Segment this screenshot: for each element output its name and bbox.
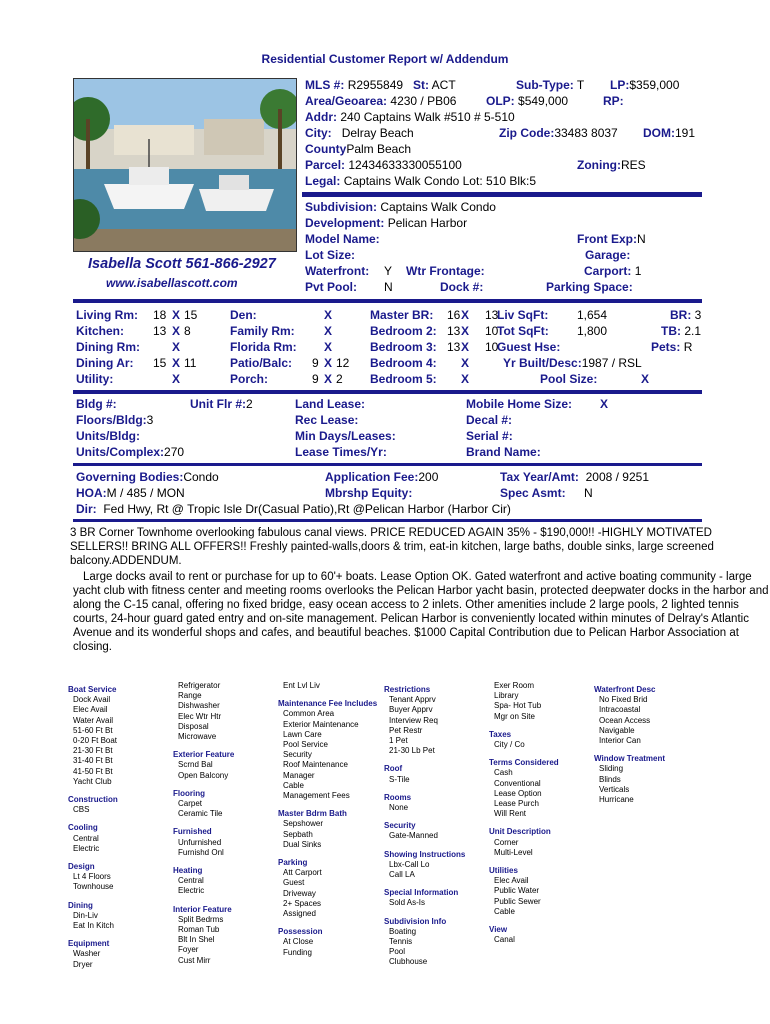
lp-label: LP: xyxy=(610,78,630,92)
feature-item: Lbx-Call Lo xyxy=(389,859,430,869)
room-label: Bedroom 2: xyxy=(370,324,437,338)
feature-column xyxy=(489,681,559,945)
room-dim-x: X xyxy=(324,308,333,322)
rule-bldg xyxy=(73,390,702,394)
feature-item: Ent Lvl Liv xyxy=(283,681,320,690)
room-dim-b: 15 xyxy=(184,308,198,322)
gov-value: Condo xyxy=(183,470,219,484)
yrbuilt-value: 1987 / RSL xyxy=(581,356,642,370)
feature-heading: Construction xyxy=(68,795,118,805)
room-dim-x: X xyxy=(324,324,333,338)
feature-heading: Boat Service xyxy=(68,685,117,694)
feature-item: 2+ Spaces xyxy=(283,898,322,908)
unitscomplex-label: Units/Complex: xyxy=(76,445,165,459)
feature-item: None xyxy=(389,803,409,813)
feature-item: Common Area xyxy=(283,709,335,719)
feature-heading: Furnished xyxy=(173,827,212,837)
remarks-line: along the C-15 canal, offering no fixed bridge, easy ocean access to 2 inlets. Other amenities include 2 large pools, 2 lighted tennis xyxy=(73,599,739,611)
feature-heading: Maintenance Fee Includes xyxy=(278,699,378,709)
zoning-value: RES xyxy=(620,158,646,172)
feature-item: Blt In Shel xyxy=(178,935,215,945)
feature-item: Scrnd Bal xyxy=(178,760,213,770)
floors-value: 3 xyxy=(146,413,154,427)
feature-item: 21-30 Lb Pet xyxy=(389,746,435,756)
feature-item: Dryer xyxy=(73,959,93,969)
feature-item: Din-Liv xyxy=(73,910,98,920)
city-value: Delray Beach xyxy=(341,126,414,140)
waterfront-value: Y xyxy=(384,264,393,278)
units-label: Units/Bldg: xyxy=(76,429,140,443)
frontexp-value: N xyxy=(637,232,646,246)
zip-label: Zip Code: xyxy=(499,126,555,140)
remarks-line: 3 BR Corner Townhome overlooking fabulous canal views. PRICE REDUCED AGAIN 35% - $190,000!! -HIGHLY MOTIVATED xyxy=(70,527,712,539)
tax-label: Tax Year/Amt: xyxy=(500,470,579,484)
status-value: ACT xyxy=(431,78,456,92)
feature-heading: Unit Description xyxy=(489,827,551,837)
feature-heading: Waterfront Desc xyxy=(594,685,656,694)
room-label: Bedroom 3: xyxy=(370,340,437,354)
lp-value: $359,000 xyxy=(629,78,680,92)
feature-item: Dock Avail xyxy=(73,695,111,705)
poolsize-value: X xyxy=(641,372,650,386)
remarks-line: Avenue and its wonderful shops and cafes, and beautiful beaches. $1000 Capital Contribution due to Pelican Harbor Association at xyxy=(73,627,739,639)
feature-heading: Terms Considered xyxy=(489,758,559,768)
parcel-label: Parcel: xyxy=(305,158,346,172)
feature-heading: Rooms xyxy=(384,792,412,802)
subdivision-value: Captains Walk Condo xyxy=(380,200,496,214)
feature-item: Att Carport xyxy=(283,868,322,878)
remarks-line: yacht club with fitness center and meeting rooms overlooks the Pelican Harbor yacht basin, protected deepwater docks in the harbor and xyxy=(73,585,769,597)
feature-item: 21-30 Ft Bt xyxy=(73,746,113,756)
room-label: Dining Rm: xyxy=(76,340,140,354)
decal-label: Decal #: xyxy=(466,413,513,427)
feature-heading: Master Bdrm Bath xyxy=(278,809,347,819)
room-label: Family Rm: xyxy=(230,324,295,338)
feature-item: Eat In Kitch xyxy=(73,921,114,931)
feature-item: Management Fees xyxy=(283,791,350,801)
yrbuilt-label: Yr Built/Desc: xyxy=(503,356,582,370)
feature-item: Interview Req xyxy=(389,715,438,725)
feature-item: Refrigerator xyxy=(178,681,221,690)
development-value: Pelican Harbor xyxy=(387,216,468,230)
livsqft-value: 1,654 xyxy=(577,308,608,322)
room-dim-a: 13 xyxy=(153,324,167,338)
feature-item: Ceramic Tile xyxy=(178,809,223,819)
remarks-line: courts, 24-hour guard gated entry and on-site management. Pelican Harbor is conveniently located within minutes of Delray's Atlantic xyxy=(73,613,749,625)
guesthse-label: Guest Hse: xyxy=(497,340,561,354)
zoning-label: Zoning: xyxy=(577,158,621,172)
feature-heading: View xyxy=(489,925,508,935)
unitscomplex-value: 270 xyxy=(164,445,185,459)
feature-item: City / Co xyxy=(494,740,525,750)
feature-heading: Subdivision Info xyxy=(384,916,447,926)
feature-item: 51-60 Ft Bt xyxy=(73,725,113,735)
room-dim-x: X xyxy=(461,372,470,386)
appfee-label: Application Fee: xyxy=(325,470,419,484)
feature-item: Cable xyxy=(494,906,515,916)
feature-item: Tennis xyxy=(389,937,413,947)
room-dim-b: 8 xyxy=(184,324,191,338)
feature-item: Hurricane xyxy=(599,795,634,805)
feature-item: Lt 4 Floors xyxy=(73,872,111,882)
room-dim-a: 13 xyxy=(447,324,461,338)
feature-item: Microwave xyxy=(178,732,217,742)
rule-rooms xyxy=(73,299,702,303)
feature-item: Split Bedrms xyxy=(178,914,224,924)
feature-item: Exterior Maintenance xyxy=(283,719,359,729)
property-photo xyxy=(73,78,297,252)
feature-heading: Utilities xyxy=(489,866,518,876)
feature-item: 0-20 Ft Boat xyxy=(73,736,118,746)
feature-item: Elec Avail xyxy=(494,876,529,886)
pets-label: Pets: xyxy=(651,340,681,354)
hoa-label: HOA: xyxy=(76,486,107,500)
room-dim-b: 13 xyxy=(485,308,499,322)
hoa-value: M / 485 / MON xyxy=(106,486,185,500)
subtype-label: Sub-Type: xyxy=(516,78,574,92)
feature-item: Driveway xyxy=(283,888,316,898)
feature-item: Public Water xyxy=(494,886,540,896)
feature-item: Clubhouse xyxy=(389,957,428,967)
feature-item: Elec Avail xyxy=(73,705,108,715)
feature-item: Pool Service xyxy=(283,740,328,750)
feature-heading: Flooring xyxy=(173,788,205,798)
mls-value: R2955849 xyxy=(347,78,404,92)
addr-value: 240 Captains Walk #510 # 5-510 xyxy=(340,110,515,124)
room-dim-x: X xyxy=(172,324,181,338)
feature-heading: Roof xyxy=(384,764,403,774)
feature-heading: Exterior Feature xyxy=(173,750,235,760)
mls-label: MLS #: xyxy=(305,78,345,92)
mobile-value: X xyxy=(600,397,609,411)
feature-item: Exer Room xyxy=(494,681,535,690)
addr-label: Addr: xyxy=(305,110,337,124)
legal-label: Legal: xyxy=(305,174,341,188)
room-dim-a: 13 xyxy=(447,340,461,354)
feature-item: Sold As-Is xyxy=(389,898,426,908)
parking-label: Parking Space: xyxy=(546,280,633,294)
room-label: Kitchen: xyxy=(76,324,124,338)
feature-heading: Dining xyxy=(68,900,93,910)
feature-heading: Heating xyxy=(173,866,203,876)
status-label: St: xyxy=(413,78,429,92)
specasmt-value: N xyxy=(584,486,593,500)
header-rule xyxy=(302,192,702,197)
feature-item: Open Balcony xyxy=(178,770,229,780)
room-label: Florida Rm: xyxy=(230,340,297,354)
mobile-label: Mobile Home Size: xyxy=(466,397,573,411)
feature-item: Carpet xyxy=(178,799,203,809)
legal-value: Captains Walk Condo Lot: 510 Blk:5 xyxy=(343,174,537,188)
room-dim-x: X xyxy=(172,356,181,370)
poolsize-label: Pool Size: xyxy=(540,372,598,386)
leasetimes-label: Lease Times/Yr: xyxy=(295,445,387,459)
room-label: Living Rm: xyxy=(76,308,138,322)
room-dim-x: X xyxy=(461,324,470,338)
mbrshp-label: Mbrshp Equity: xyxy=(325,486,413,500)
feature-item: Tenant Apprv xyxy=(389,695,436,705)
room-dim-x: X xyxy=(461,340,470,354)
feature-item: Sepshower xyxy=(283,819,324,829)
parcel-value: 12434633330055100 xyxy=(348,158,462,172)
feature-item: Interior Can xyxy=(599,736,641,746)
remarks-line: Large docks avail to rent or purchase for up to 60'+ boats. Lease Option OK. Gated waterfront and active boating community - large xyxy=(83,571,752,583)
feature-item: Elec Wtr Htr xyxy=(178,711,222,721)
feature-item: Will Rent xyxy=(494,809,527,819)
feature-item: Dishwasher xyxy=(178,701,220,711)
agent-name: Isabella Scott 561-866-2927 xyxy=(88,256,276,272)
county-label: County xyxy=(305,142,347,156)
olp-label: OLP: xyxy=(486,94,515,108)
feature-item: S-Tile xyxy=(389,774,410,784)
frontexp-label: Front Exp: xyxy=(577,232,637,246)
feature-column xyxy=(594,681,665,805)
room-dim-x: X xyxy=(172,340,181,354)
olp-value: $549,000 xyxy=(518,94,569,108)
feature-item: Mgr on Site xyxy=(494,711,535,721)
room-dim-x: X xyxy=(461,308,470,322)
feature-item: Lease Purch xyxy=(494,799,539,809)
feature-item: Townhouse xyxy=(73,882,114,892)
feature-item: No Fixed Brid xyxy=(599,695,648,705)
room-dim-a: 9 xyxy=(312,372,319,386)
pvtpool-label: Pvt Pool: xyxy=(305,280,358,294)
feature-item: 31-40 Ft Bt xyxy=(73,756,113,766)
feature-item: Central xyxy=(178,876,204,886)
feature-item: Foyer xyxy=(178,945,199,955)
carport-value: 1 xyxy=(634,264,642,278)
feature-item: Cash xyxy=(494,768,513,778)
room-dim-b: 10 xyxy=(485,324,499,338)
pvtpool-value: N xyxy=(384,280,393,294)
area-label: Area/Geoarea: xyxy=(305,94,388,108)
room-dim-b: 12 xyxy=(336,356,350,370)
feature-item: Washer xyxy=(73,949,101,959)
livsqft-label: Liv SqFt: xyxy=(497,308,549,322)
feature-item: Lease Option xyxy=(494,788,542,798)
unitflr-label: Unit Flr #: xyxy=(190,397,246,411)
feature-item: CBS xyxy=(73,805,90,815)
feature-item: Verticals xyxy=(599,784,630,794)
feature-item: Sepbath xyxy=(283,829,313,839)
room-dim-x: X xyxy=(324,356,333,370)
feature-item: Funding xyxy=(283,947,312,957)
room-dim-x: X xyxy=(172,372,181,386)
feature-heading: Showing Instructions xyxy=(384,849,466,859)
room-dim-a: 9 xyxy=(312,356,319,370)
room-label: Bedroom 5: xyxy=(370,372,437,386)
lotsize-label: Lot Size: xyxy=(305,248,355,262)
feature-item: Unfurnished xyxy=(178,837,222,847)
tb-value: 2.1 xyxy=(684,324,702,338)
room-dim-b: 11 xyxy=(184,356,197,370)
feature-item: At Close xyxy=(283,937,314,947)
subdivision-label: Subdivision: xyxy=(305,200,377,214)
room-dim-x: X xyxy=(324,340,333,354)
feature-heading: Parking xyxy=(278,858,308,868)
feature-heading: Restrictions xyxy=(384,685,431,694)
rule-remarks xyxy=(73,519,702,522)
feature-column xyxy=(278,681,377,958)
agent-website[interactable]: www.isabellascott.com xyxy=(106,276,238,290)
feature-item: Electric xyxy=(73,843,100,853)
feature-item: Water Avail xyxy=(73,715,114,725)
feature-item: Cable xyxy=(283,780,304,790)
feature-heading: Security xyxy=(384,821,416,831)
gov-label: Governing Bodies: xyxy=(76,470,184,484)
feature-item: Boating xyxy=(389,926,417,936)
wtr-frontage-label: Wtr Frontage: xyxy=(406,264,485,278)
feature-item: Lawn Care xyxy=(283,729,322,739)
garage-label: Garage: xyxy=(585,248,631,262)
feature-item: Navigable xyxy=(599,725,635,735)
feature-heading: Taxes xyxy=(489,729,512,739)
feature-item: Canal xyxy=(494,935,515,945)
dock-label: Dock #: xyxy=(440,280,484,294)
feature-item: Central xyxy=(73,833,99,843)
landlease-label: Land Lease: xyxy=(295,397,366,411)
feature-item: 41-50 Ft Bt xyxy=(73,766,113,776)
feature-item: Security xyxy=(283,750,312,760)
feature-item: Blinds xyxy=(599,774,621,784)
tax-value: 2008 / 9251 xyxy=(585,470,650,484)
room-dim-x: X xyxy=(461,356,470,370)
remarks-line: closing. xyxy=(73,641,112,653)
subtype-value: T xyxy=(576,78,585,92)
room-label: Master BR: xyxy=(370,308,434,322)
model-label: Model Name: xyxy=(305,232,380,246)
feature-item: Buyer Apprv xyxy=(389,705,433,715)
feature-item: Intracoastal xyxy=(599,705,641,715)
feature-item: Public Sewer xyxy=(494,896,541,906)
feature-item: Guest xyxy=(283,878,305,888)
feature-heading: Equipment xyxy=(68,939,110,949)
room-dim-a: 16 xyxy=(447,308,461,322)
dir-label: Dir: xyxy=(76,502,97,516)
specasmt-label: Spec Asmt: xyxy=(500,486,566,500)
carport-label: Carport: xyxy=(584,264,632,278)
feature-item: Dual Sinks xyxy=(283,839,322,849)
room-label: Utility: xyxy=(76,372,114,386)
room-dim-a: 15 xyxy=(153,356,167,370)
feature-heading: Special Information xyxy=(384,888,459,898)
dir-value: Fed Hwy, Rt @ Tropic Isle Dr(Casual Patio),Rt @Pelican Harbor (Harbor Cir) xyxy=(103,502,511,516)
feature-item: Roman Tub xyxy=(178,925,220,935)
feature-item: Furnishd Onl xyxy=(178,847,224,857)
room-label: Patio/Balc: xyxy=(230,356,293,370)
feature-column xyxy=(68,681,118,970)
room-dim-b: 10 xyxy=(485,340,499,354)
br-value: 3 xyxy=(694,308,702,322)
reclease-label: Rec Lease: xyxy=(295,413,359,427)
br-label: BR: xyxy=(670,308,692,322)
development-label: Development: xyxy=(305,216,385,230)
brand-label: Brand Name: xyxy=(466,445,541,459)
floors-label: Floors/Bldg: xyxy=(76,413,147,427)
feature-item: Call LA xyxy=(389,870,415,880)
room-label: Porch: xyxy=(230,372,269,386)
report-title: Residential Customer Report w/ Addendum xyxy=(261,52,509,66)
pets-value: R xyxy=(683,340,693,354)
feature-column xyxy=(173,681,234,966)
bldg-label: Bldg #: xyxy=(76,397,117,411)
feature-item: Roof Maintenance xyxy=(283,760,348,770)
serial-label: Serial #: xyxy=(466,429,513,443)
totsqft-label: Tot SqFt: xyxy=(497,324,549,338)
feature-item: Yacht Club xyxy=(73,776,112,786)
dom-value: 191 xyxy=(675,126,696,140)
feature-heading: Cooling xyxy=(68,823,98,833)
feature-item: Disposal xyxy=(178,721,209,731)
room-label: Bedroom 4: xyxy=(370,356,437,370)
feature-heading: Window Treatment xyxy=(594,754,666,764)
tb-label: TB: xyxy=(661,324,681,338)
zip-value: 33483 8037 xyxy=(554,126,618,140)
room-label: Dining Ar: xyxy=(76,356,134,370)
feature-item: Sliding xyxy=(599,764,624,774)
feature-item: Assigned xyxy=(283,909,316,919)
totsqft-value: 1,800 xyxy=(577,324,608,338)
waterfront-label: Waterfront: xyxy=(305,264,370,278)
feature-item: Manager xyxy=(283,770,315,780)
feature-heading: Interior Feature xyxy=(173,904,232,914)
unitflr-value: 2 xyxy=(246,397,253,411)
feature-item: Range xyxy=(178,691,202,701)
feature-heading: Design xyxy=(68,862,95,872)
feature-item: 1 Pet xyxy=(389,736,408,746)
remarks-line: SELLERS!! BRING ALL OFFERS!! Freshly painted-walls,doors & trim, eat-in kitchen, large baths, double sinks, large screened xyxy=(70,541,714,553)
room-dim-x: X xyxy=(324,372,333,386)
room-dim-a: 18 xyxy=(153,308,167,322)
feature-item: Cust Mirr xyxy=(178,955,211,965)
feature-item: Ocean Access xyxy=(599,715,651,725)
feature-column xyxy=(384,681,465,968)
feature-item: Conventional xyxy=(494,778,541,788)
feature-item: Spa- Hot Tub xyxy=(494,701,542,711)
room-dim-x: X xyxy=(172,308,181,322)
appfee-value: 200 xyxy=(418,470,439,484)
mindays-label: Min Days/Leases: xyxy=(295,429,396,443)
feature-item: Corner xyxy=(494,837,519,847)
feature-item: Gate-Manned xyxy=(389,831,438,841)
rp-label: RP: xyxy=(603,94,624,108)
rule-fees xyxy=(73,463,702,466)
remarks-line: balcony.ADDENDUM. xyxy=(70,555,182,567)
feature-item: Pool xyxy=(389,947,406,957)
county-value: Palm Beach xyxy=(346,142,412,156)
area-value: 4230 / PB06 xyxy=(390,94,457,108)
room-label: Den: xyxy=(230,308,257,322)
city-label: City: xyxy=(305,126,332,140)
feature-item: Electric xyxy=(178,886,205,896)
room-dim-b: 2 xyxy=(336,372,343,386)
feature-heading: Possession xyxy=(278,927,323,937)
feature-item: Pet Restr xyxy=(389,725,423,735)
feature-item: Library xyxy=(494,691,519,701)
feature-item: Multi-Level xyxy=(494,847,533,857)
dom-label: DOM: xyxy=(643,126,675,140)
